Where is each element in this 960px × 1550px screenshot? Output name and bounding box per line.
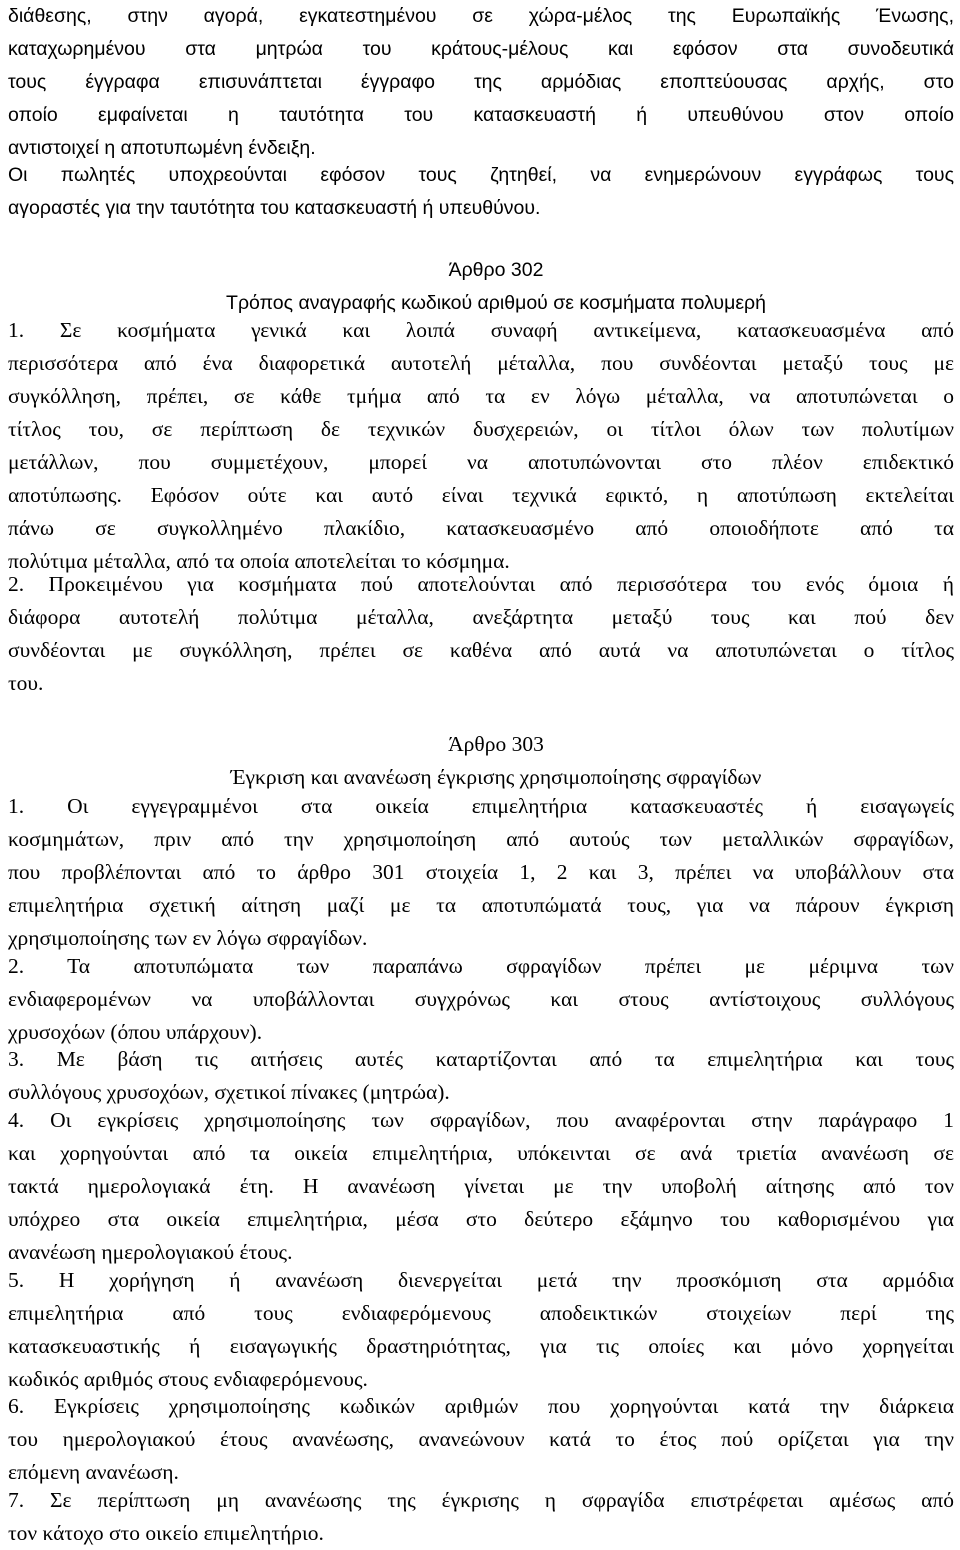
text-line: διάθεσης, στην αγορά, εγκατεστημένου σε χώρα-μέλος της Ευρωπαϊκής Ένωσης,: [8, 5, 954, 27]
article-302-para-2: [8, 568, 954, 700]
text-line: του ημερολογιακού έτους ανανέωσης, ανανεώνουν κατά το έτος πού ορίζεται για την: [8, 1427, 954, 1451]
article-303-para-2: [8, 950, 954, 1049]
text-line: κατασκευαστικής ή εισαγωγικής δραστηριότητας, για τις οποίες και μόνο χορηγείται: [8, 1334, 954, 1358]
text-line: τον κάτοχο στο οικείο επιμελητήριο.: [8, 1521, 324, 1545]
article-title: Έγκριση και ανανέωση έγκρισης χρησιμοποίησης σφραγίδων: [230, 765, 762, 789]
text-line: και χορηγούνται από τα οικεία επιμελητήρια, υπόκεινται σε ανά τριετία ανανέωση σε: [8, 1141, 954, 1165]
text-line: 2. Τα αποτυπώματα των παραπάνω σφραγίδων πρέπει με μέριμνα των: [8, 954, 954, 978]
text-line: 1. Οι εγγεγραμμένοι στα οικεία επιμελητήρια κατασκευαστές ή εισαγωγείς: [8, 794, 954, 818]
text-line: χρησιμοποίησης των εν λόγω σφραγίδων.: [8, 926, 368, 950]
article-303-para-3: [8, 1043, 954, 1109]
text-line: περισσότερα από ένα διαφορετικά αυτοτελή μέταλλα, που συνδέονται μεταξύ τους με: [8, 351, 954, 375]
text-line: επόμενη ανανέωση.: [8, 1460, 179, 1484]
text-line: συνδέονται με συγκόλληση, πρέπει σε καθένα από αυτά να αποτυπώνεται ο τίτλος: [8, 638, 954, 662]
text-line: Οι πωλητές υποχρεούνται εφόσον τους ζητηθεί, να ενημερώνουν εγγράφως τους: [8, 164, 954, 186]
article-303-para-5: [8, 1264, 954, 1396]
text-line: μετάλλων, που συμμετέχουν, μπορεί να αποτυπώνονται στο πλέον επιδεκτικό: [8, 450, 954, 474]
text-line: καταχωρημένου στα μητρώα του κράτους-μέλους και εφόσον στα συνοδευτικά: [8, 38, 954, 60]
article-303-para-4: [8, 1104, 954, 1269]
text-line: αντιστοιχεί η αποτυπωμένη ένδειξη.: [8, 137, 316, 159]
text-line: επιμελητήρια από τους ενδιαφερόμενους αποδεικτικών στοιχείων περί της: [8, 1301, 954, 1325]
intro-paragraph: [8, 0, 954, 165]
text-line: ενδιαφερομένων να υποβάλλονται συγχρόνως και στους αντίστοιχους συλλόγους: [8, 987, 954, 1011]
text-line: τίτλος του, σε περίπτωση δε τεχνικών δυσχερειών, οι τίτλοι όλων των πολυτίμων: [8, 417, 954, 441]
text-line: διάφορα αυτοτελή πολύτιμα μέταλλα, ανεξάρτητα μεταξύ τους και πού δεν: [8, 605, 954, 629]
article-303-para-6: [8, 1390, 954, 1489]
text-line: 1. Σε κοσμήματα γενικά και λοιπά συναφή αντικείμενα, κατασκευασμένα από: [8, 318, 954, 342]
text-line: 3. Με βάση τις αιτήσεις αυτές καταρτίζονται από τα επιμελητήρια και τους: [8, 1047, 954, 1071]
article-302-para-1: [8, 314, 954, 578]
sellers-paragraph: [8, 159, 954, 225]
text-line: κωδικός αριθμός στους ενδιαφερόμενους.: [8, 1367, 368, 1391]
text-line: πάνω σε συγκολλημένο πλακίδιο, κατασκευασμένο από οποιοδήποτε από τα: [8, 516, 954, 540]
text-line: συγκόλληση, πρέπει, σε κάθε τμήμα από τα εν λόγω μέταλλα, να αποτυπώνεται ο: [8, 384, 954, 408]
text-line: 5. Η χορήγηση ή ανανέωση διενεργείται μετά την προσκόμιση στα αρμόδια: [8, 1268, 954, 1292]
text-line: 2. Προκειμένου για κοσμήματα πού αποτελούνται από περισσότερα του ενός όμοια ή: [8, 572, 954, 596]
text-line: συλλόγους χρυσοχόων, σχετικοί πίνακες (μητρώα).: [8, 1080, 450, 1104]
text-line: ανανέωση ημερολογιακού έτους.: [8, 1240, 293, 1264]
text-line: 4. Οι εγκρίσεις χρησιμοποίησης των σφραγίδων, που αναφέρονται στην παράγραφο 1: [8, 1108, 954, 1132]
text-line: 7. Σε περίπτωση μη ανανέωσης της έγκρισης η σφραγίδα επιστρέφεται αμέσως από: [8, 1488, 954, 1512]
text-line: 6. Εγκρίσεις χρησιμοποίησης κωδικών αριθμών που χορηγούνται κατά την διάρκεια: [8, 1394, 954, 1418]
article-number: Άρθρο 302: [448, 259, 544, 281]
article-303-para-7: [8, 1484, 954, 1550]
text-line: χρυσοχόων (όπου υπάρχουν).: [8, 1020, 263, 1044]
text-line: του.: [8, 671, 44, 695]
article-303-para-1: [8, 790, 954, 955]
article-302-heading: [8, 254, 954, 320]
text-line: πολύτιμα μέταλλα, από τα οποία αποτελείται το κόσμημα.: [8, 549, 510, 573]
text-line: τακτά ημερολογιακά έτη. Η ανανέωση γίνεται με την υποβολή αίτησης από τον: [8, 1174, 954, 1198]
text-line: κοσμημάτων, πριν από την χρησιμοποίηση από αυτούς των μεταλλικών σφραγίδων,: [8, 827, 954, 851]
text-line: αγοραστές για την ταυτότητα του κατασκευαστή ή υπευθύνου.: [8, 197, 541, 219]
text-line: οποίο εμφαίνεται η ταυτότητα του κατασκευαστή ή υπευθύνου στον οποίο: [8, 104, 954, 126]
article-number: Άρθρο 303: [448, 732, 544, 756]
text-line: τους έγγραφα επισυνάπτεται έγγραφο της αρμόδιας εποπτεύουσας αρχής, στο: [8, 71, 954, 93]
text-line: αποτύπωσης. Εφόσον ούτε και αυτό είναι τεχνικά εφικτό, η αποτύπωση εκτελείται: [8, 483, 954, 507]
text-line: υπόχρεο στα οικεία επιμελητήρια, μέσα στο δεύτερο εξάμηνο του καθορισμένου για: [8, 1207, 954, 1231]
text-line: που προβλέπονται από το άρθρο 301 στοιχεία 1, 2 και 3, πρέπει να υποβάλλουν στα: [8, 860, 954, 884]
text-line: επιμελητήρια σχετική αίτηση μαζί με τα αποτυπώματά τους, για να πάρουν έγκριση: [8, 893, 954, 917]
article-303-heading: [8, 728, 954, 794]
article-title: Τρόπος αναγραφής κωδικού αριθμού σε κοσμήματα πολυμερή: [226, 292, 766, 314]
